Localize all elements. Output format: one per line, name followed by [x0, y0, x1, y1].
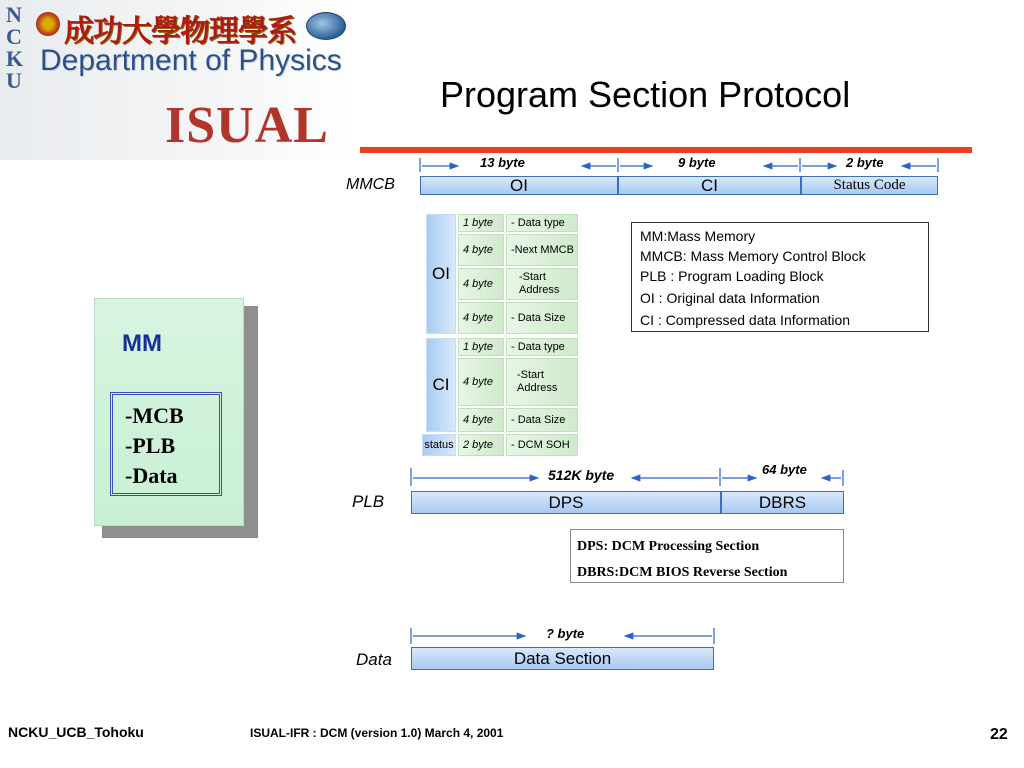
definition-dbrs: DBRS:DCM BIOS Reverse Section	[577, 565, 788, 580]
mm-title: MM	[122, 330, 162, 357]
mmcb-label: MMCB	[346, 176, 395, 193]
mmcb-ci-size: 9 byte	[678, 155, 716, 170]
plb-dbrs-size: 64 byte	[762, 462, 807, 477]
footer-left: NCKU_UCB_Tohoku	[8, 724, 144, 740]
mmcb-oi-size: 13 byte	[480, 155, 525, 170]
mm-item-data: -Data	[125, 463, 178, 488]
footer-center: ISUAL-IFR : DCM (version 1.0) March 4, 2001	[250, 726, 504, 740]
plb-dps-field: DPS	[411, 491, 721, 514]
ci-size: 1 byte	[458, 338, 504, 356]
data-section-field: Data Section	[411, 647, 714, 670]
definition-plb: PLB : Program Loading Block	[640, 268, 824, 284]
ci-size: 4 byte	[458, 408, 504, 432]
mmcb-status-size: 2 byte	[846, 155, 884, 170]
ncku-logo-text: N C K U	[6, 2, 24, 93]
page-number: 22	[990, 726, 1008, 743]
definition-dps: DPS: DCM Processing Section	[577, 539, 760, 554]
ci-desc: -Start Address	[506, 358, 578, 406]
definition-mm: MM:Mass Memory	[640, 228, 756, 244]
oi-size: 4 byte	[458, 234, 504, 266]
oi-desc: - Data Size	[506, 302, 578, 334]
chinese-department-name: 成功大學物理學系	[64, 14, 296, 49]
plb-dps-size: 512K byte	[548, 467, 615, 483]
oi-desc: -Next MMCB	[506, 234, 578, 266]
mmcb-status-field: Status Code	[801, 176, 938, 195]
mmcb-ci-field: CI	[618, 176, 801, 195]
oi-desc: - Data type	[506, 214, 578, 232]
mmcb-oi-field: OI	[420, 176, 618, 195]
definitions-box	[631, 222, 929, 332]
isual-logo-text: ISUAL	[165, 97, 329, 154]
ci-size: 4 byte	[458, 358, 504, 406]
ci-group: CI	[426, 338, 456, 432]
plb-label: PLB	[352, 492, 385, 511]
oi-desc: -Start Address	[506, 268, 578, 300]
status-size: 2 byte	[458, 434, 504, 456]
plb-dbrs-field: DBRS	[721, 491, 844, 514]
plb-definitions-box	[570, 529, 844, 583]
mm-item-mcb: -MCB	[125, 403, 184, 428]
oi-group: OI	[426, 214, 456, 334]
ci-desc: - Data Size	[506, 408, 578, 432]
oi-size: 4 byte	[458, 268, 504, 300]
status-group: status	[422, 434, 456, 456]
definition-ci: CI : Compressed data Information	[640, 312, 851, 328]
data-label: Data	[356, 650, 392, 669]
ci-desc: - Data type	[506, 338, 578, 356]
definition-mmcb: MMCB: Mass Memory Control Block	[640, 248, 866, 264]
department-name: Department of Physics	[40, 44, 342, 77]
oi-size: 4 byte	[458, 302, 504, 334]
mm-item-plb: -PLB	[125, 433, 176, 458]
definition-oi: OI : Original data Information	[640, 290, 820, 306]
data-size: ? byte	[546, 626, 585, 641]
oi-size: 1 byte	[458, 214, 504, 232]
status-desc: - DCM SOH	[506, 434, 578, 456]
slide-title: Program Section Protocol	[440, 74, 851, 115]
